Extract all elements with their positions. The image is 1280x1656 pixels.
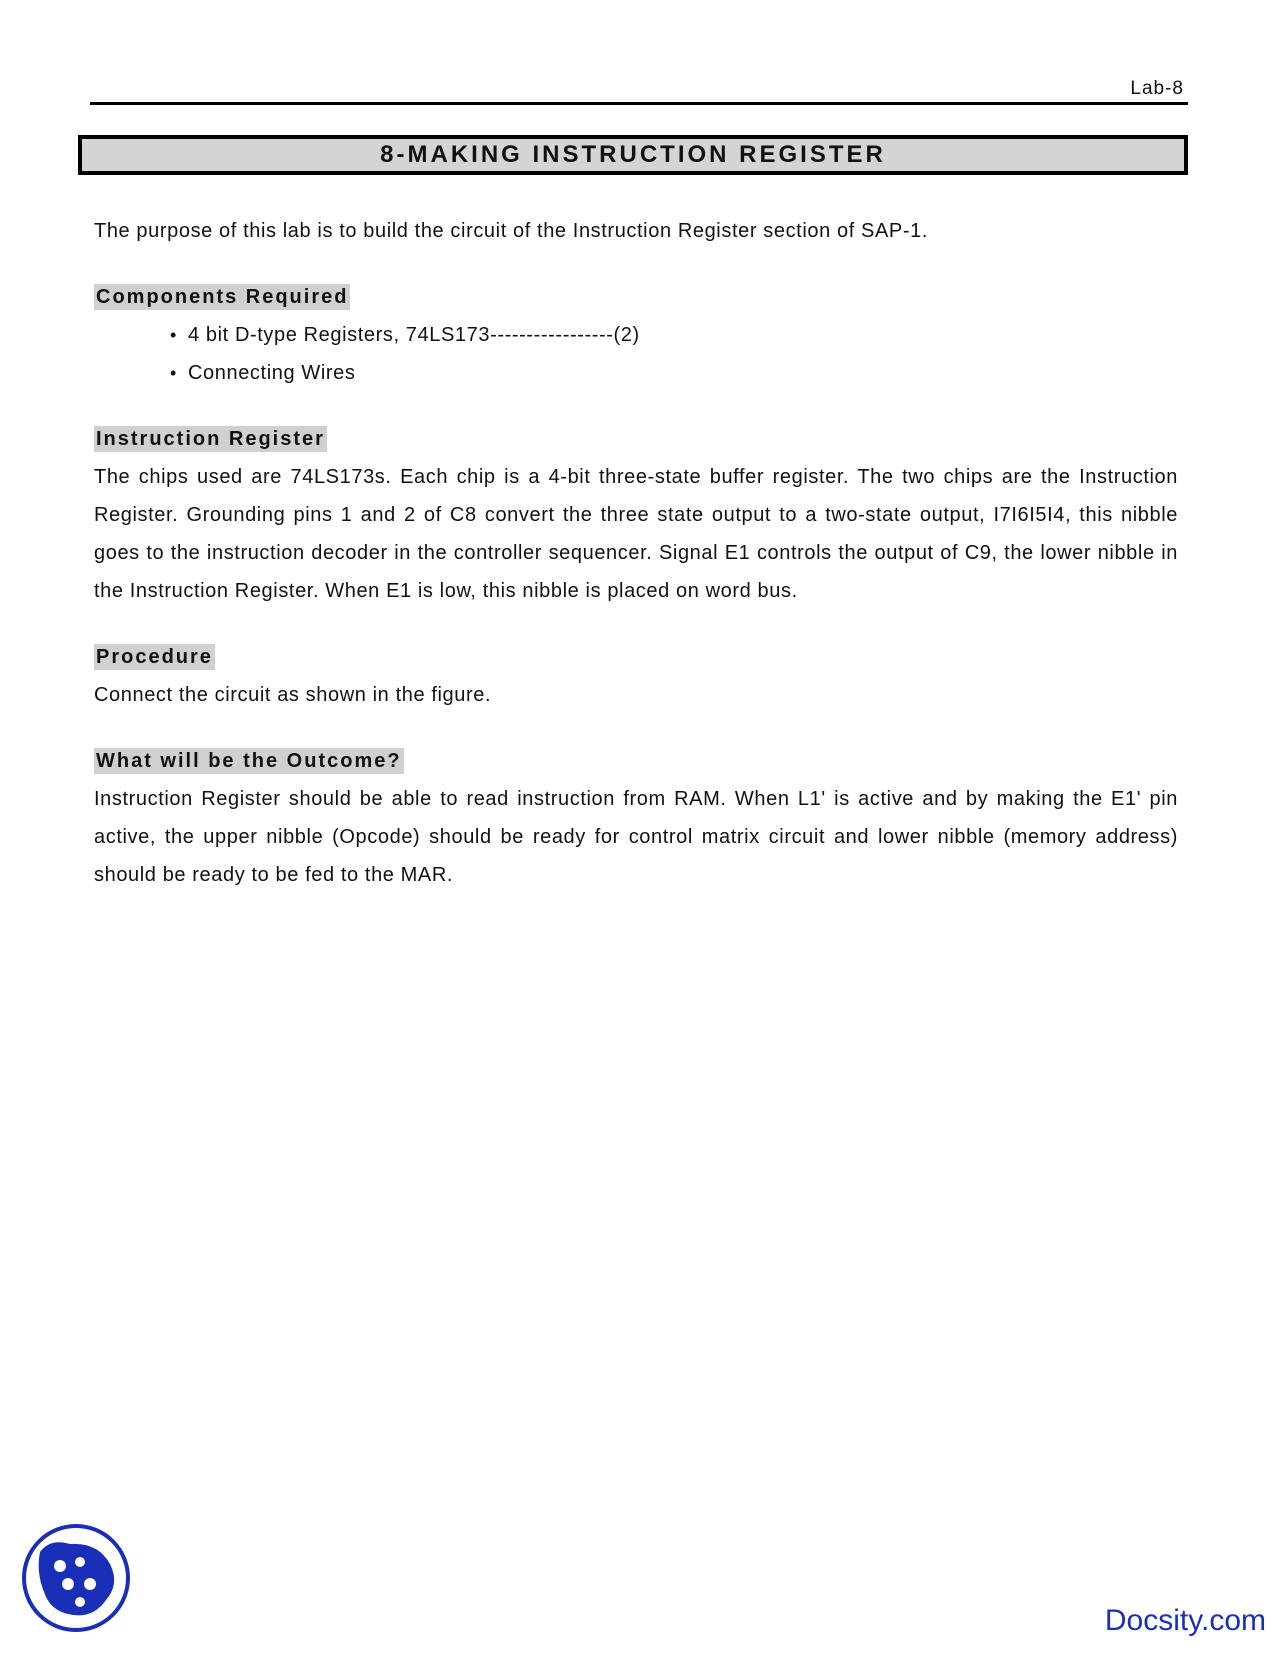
docsity-brand-link[interactable]: Docsity.com (1104, 1604, 1266, 1637)
page-title: 8-MAKING INSTRUCTION REGISTER (380, 141, 886, 168)
list-item (170, 316, 1178, 354)
title-box (78, 135, 1188, 175)
intro-paragraph: The purpose of this lab is to build the circuit of the Instruction Register section of SAP-1. (94, 220, 928, 242)
instruction-register-heading: Instruction Register (96, 428, 325, 450)
procedure-text: Connect the circuit as shown in the figure. (94, 684, 492, 706)
outcome-heading: What will be the Outcome? (96, 750, 402, 772)
component-item-wires: Connecting Wires (188, 362, 356, 384)
bullet-icon: • (170, 363, 177, 383)
component-item-registers: 4 bit D-type Registers, 74LS173-----------------(2) (188, 324, 640, 346)
list-item (170, 354, 1178, 392)
bullet-icon: • (170, 325, 177, 345)
procedure-section (94, 644, 1178, 714)
header-rule (90, 102, 1188, 105)
docsity-logo-icon[interactable] (20, 1522, 132, 1634)
components-heading: Components Required (96, 286, 349, 308)
components-section (94, 284, 1178, 392)
instruction-register-section (94, 426, 1178, 610)
lab-label: Lab-8 (1130, 78, 1184, 99)
content (94, 212, 1178, 894)
outcome-section (94, 748, 1178, 894)
procedure-heading: Procedure (96, 646, 213, 668)
instruction-register-text: The chips used are 74LS173s. Each chip is a 4-bit three-state buffer register. The two chips are the Instruction Register. Grounding pins 1 and 2 of C8 convert the three state output to a two-state output, I7I6I5I4, this nibble goes to the instruction decoder in the controller sequencer. Signal E1 controls the output of C9, the lower nibble in the Instruction Register. When E1 is low, this nibble is placed on word bus. (94, 466, 1178, 602)
outcome-text: Instruction Register should be able to read instruction from RAM. When L1' is active and by making the E1' pin active, the upper nibble (Opcode) should be ready for control matrix circuit and lower nibble (memory address) should be ready to be fed to the MAR. (94, 788, 1178, 886)
components-list (94, 316, 1178, 392)
